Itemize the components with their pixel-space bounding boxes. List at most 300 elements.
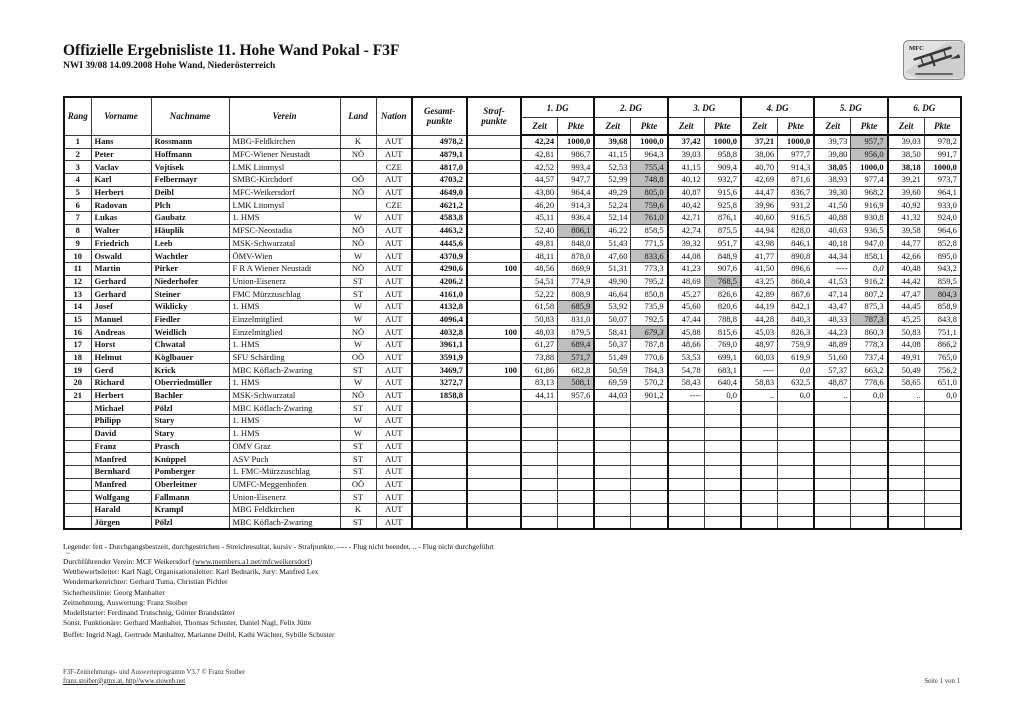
result-row xyxy=(64,326,961,339)
cell-dg1-zeit: 83,13 xyxy=(521,377,558,390)
cell-nation: AUT xyxy=(376,402,412,415)
page-title: Offizielle Ergebnisliste 11. Hohe Wand Pokal - F3F xyxy=(63,42,400,59)
cell-club: MBC Köflach-Zwaring xyxy=(229,402,340,415)
cell-dg6-zeit: 42,66 xyxy=(888,250,925,263)
cell-dg6-zeit: 45,25 xyxy=(888,313,925,326)
cell-dg3-pkte xyxy=(704,453,741,466)
cell-total: 4621,2 xyxy=(412,199,467,212)
cell-lastname: Leeb xyxy=(151,237,229,250)
cell-lastname: Hoffmann xyxy=(151,148,229,161)
cell-penalty xyxy=(467,516,521,529)
cell-dg3-zeit: 58,43 xyxy=(668,377,705,390)
cell-penalty xyxy=(467,148,521,161)
cell-dg1-zeit xyxy=(521,427,558,440)
cell-dg5-zeit: 44,34 xyxy=(814,250,851,263)
cell-total xyxy=(412,440,467,453)
cell-total xyxy=(412,503,467,516)
cell-dg5-pkte: 860,3 xyxy=(851,326,888,339)
officials-line: Sicherheitslinie: Georg Manhalter xyxy=(63,587,165,597)
result-row xyxy=(64,275,961,288)
cell-firstname: Martin xyxy=(91,262,151,275)
cell-dg6-zeit: 47,47 xyxy=(888,288,925,301)
cell-dg6-pkte: 804,3 xyxy=(924,288,961,301)
cell-total: 4583,8 xyxy=(412,212,467,225)
cell-nation: AUT xyxy=(376,503,412,516)
cell-dg3-pkte: 875,5 xyxy=(704,224,741,237)
cell-dg2-pkte: 901,2 xyxy=(631,389,668,402)
cell-dg2-pkte: 795,2 xyxy=(631,275,668,288)
cell-rank: 9 xyxy=(64,237,91,250)
cell-penalty xyxy=(467,389,521,402)
cell-dg5-pkte xyxy=(851,478,888,491)
result-row xyxy=(64,212,961,225)
cell-dg6-pkte xyxy=(924,427,961,440)
cell-land: OÖ xyxy=(340,478,376,491)
cell-total xyxy=(412,478,467,491)
cell-dg6-zeit: 39,21 xyxy=(888,174,925,187)
cell-dg3-pkte: 815,6 xyxy=(704,326,741,339)
cell-dg4-pkte: 828,0 xyxy=(778,224,815,237)
cell-dg5-zeit xyxy=(814,503,851,516)
cell-dg3-pkte: 932,7 xyxy=(704,174,741,187)
cell-dg6-zeit: 38,50 xyxy=(888,148,925,161)
cell-dg5-pkte: 778,6 xyxy=(851,377,888,390)
cell-dg5-pkte xyxy=(851,516,888,529)
cell-dg5-zeit: 39,80 xyxy=(814,148,851,161)
cell-dg6-pkte: 973,7 xyxy=(924,174,961,187)
cell-dg3-pkte: 0,0 xyxy=(704,389,741,402)
result-row xyxy=(64,389,961,402)
cell-dg4-pkte xyxy=(778,415,815,428)
cell-dg4-pkte: 1000,0 xyxy=(778,135,815,148)
cell-dg3-pkte: 1000,0 xyxy=(704,135,741,148)
cell-rank: 8 xyxy=(64,224,91,237)
cell-dg1-pkte: 879,5 xyxy=(558,326,595,339)
cell-dg1-pkte: 986,7 xyxy=(558,148,595,161)
cell-club: Einzelmitglied xyxy=(229,313,340,326)
cell-dg6-pkte: 859,5 xyxy=(924,275,961,288)
cell-dg3-zeit: 45,27 xyxy=(668,288,705,301)
cell-dg1-zeit: 42,52 xyxy=(521,161,558,174)
cell-dg2-zeit xyxy=(594,465,631,478)
cell-rank xyxy=(64,516,91,529)
cell-penalty xyxy=(467,491,521,504)
result-row xyxy=(64,224,961,237)
cell-rank xyxy=(64,478,91,491)
legend-text: Legende: fett - Durchgangsbestzeit, durchgestrichen - Streichresultat, kursiv - Strafpunkte, ---- - Flug nicht beendet, .. - Flug nicht durchgeführt xyxy=(63,542,494,551)
cell-dg6-zeit: .. xyxy=(888,389,925,402)
result-row xyxy=(64,313,961,326)
cell-dg2-zeit: 53,92 xyxy=(594,300,631,313)
cell-nation: AUT xyxy=(376,212,412,225)
cell-dg5-zeit: 44,23 xyxy=(814,326,851,339)
cell-dg1-pkte xyxy=(558,453,595,466)
cell-dg1-zeit: 48,56 xyxy=(521,262,558,275)
cell-dg5-zeit xyxy=(814,440,851,453)
cell-dg4-zeit xyxy=(741,503,778,516)
cell-dg3-pkte: 925,8 xyxy=(704,199,741,212)
officials-line: Sonst. Funktionäre: Gerhard Manhalter, Thomas Schuster, Daniel Nagl, Felix Jütte xyxy=(63,618,312,628)
cell-firstname: Gerd xyxy=(91,364,151,377)
cell-dg1-zeit xyxy=(521,516,558,529)
cell-dg2-zeit: 50,59 xyxy=(594,364,631,377)
cell-dg4-pkte xyxy=(778,427,815,440)
cell-lastname: Fiedler xyxy=(151,313,229,326)
cell-rank: 18 xyxy=(64,351,91,364)
cell-total: 4463,2 xyxy=(412,224,467,237)
cell-dg5-pkte: 968,2 xyxy=(851,186,888,199)
cell-dg1-pkte: 914,3 xyxy=(558,199,595,212)
cell-dg1-zeit: 44,11 xyxy=(521,389,558,402)
cell-dg2-pkte xyxy=(631,453,668,466)
cell-dg4-zeit: ---- xyxy=(741,364,778,377)
cell-dg2-zeit: 47,60 xyxy=(594,250,631,263)
cell-dg2-zeit: 50,07 xyxy=(594,313,631,326)
cell-rank: 16 xyxy=(64,326,91,339)
cell-firstname: Peter xyxy=(91,148,151,161)
cell-penalty xyxy=(467,339,521,352)
cell-dg4-zeit: 60,03 xyxy=(741,351,778,364)
cell-firstname: Harald xyxy=(91,503,151,516)
cell-dg5-zeit: 40,88 xyxy=(814,212,851,225)
cell-dg2-zeit: 50,37 xyxy=(594,339,631,352)
cell-dg5-pkte: 957,7 xyxy=(851,135,888,148)
cell-club: Union-Eisenerz xyxy=(229,275,340,288)
cell-dg4-zeit: 44,28 xyxy=(741,313,778,326)
cell-dg3-zeit: 40,42 xyxy=(668,199,705,212)
result-row xyxy=(64,300,961,313)
cell-club: SFU Schärding xyxy=(229,351,340,364)
cell-dg3-zeit xyxy=(668,427,705,440)
cell-firstname: Hans xyxy=(91,135,151,148)
cell-dg4-pkte: 632,5 xyxy=(778,377,815,390)
cell-dg3-zeit: 48,66 xyxy=(668,339,705,352)
cell-firstname: Oswald xyxy=(91,250,151,263)
footer-contact-link[interactable]: franz.stoiber@gmx.at, http//www.stoweb.net xyxy=(63,677,186,685)
cell-dg1-zeit: 61,27 xyxy=(521,339,558,352)
cell-firstname: Josef xyxy=(91,300,151,313)
header-dg-group-1: 1. DG xyxy=(521,97,594,118)
cell-firstname: Vaclav xyxy=(91,161,151,174)
header-straf-line1: Straf- xyxy=(483,106,505,117)
cell-dg4-pkte: 759,9 xyxy=(778,339,815,352)
cell-dg4-pkte: 0,0 xyxy=(778,389,815,402)
cell-dg4-pkte: 931,2 xyxy=(778,199,815,212)
cell-penalty xyxy=(467,186,521,199)
cell-lastname: Gaubatz xyxy=(151,212,229,225)
cell-firstname: Horst xyxy=(91,339,151,352)
cell-nation: AUT xyxy=(376,364,412,377)
cell-dg3-pkte: 951,7 xyxy=(704,237,741,250)
header-col-land: Land xyxy=(340,97,376,135)
cell-dg4-zeit: 43,25 xyxy=(741,275,778,288)
cell-dg3-zeit: 40,87 xyxy=(668,186,705,199)
cell-dg1-pkte xyxy=(558,402,595,415)
cell-dg6-zeit: 40,48 xyxy=(888,262,925,275)
cell-rank: 21 xyxy=(64,389,91,402)
cell-dg3-pkte xyxy=(704,415,741,428)
cell-dg1-pkte xyxy=(558,415,595,428)
cell-total: 4096,4 xyxy=(412,313,467,326)
cell-dg6-pkte xyxy=(924,516,961,529)
cell-dg1-pkte: 682,8 xyxy=(558,364,595,377)
cell-total: 3961,1 xyxy=(412,339,467,352)
header-pkte-4: Pkte xyxy=(778,118,815,136)
cell-dg5-pkte: 956,0 xyxy=(851,148,888,161)
cell-dg3-pkte: 769,0 xyxy=(704,339,741,352)
officials-line: Zeitnehmung, Auswertung: Franz Stoiber xyxy=(63,597,188,607)
result-row xyxy=(64,478,961,491)
cell-dg3-zeit xyxy=(668,440,705,453)
header-pkte-3: Pkte xyxy=(704,118,741,136)
cell-dg4-pkte xyxy=(778,478,815,491)
cell-dg1-zeit: 61,58 xyxy=(521,300,558,313)
cell-dg5-pkte xyxy=(851,491,888,504)
officials-club-prefix: Durchführender Verein: MCF Weikersdorf ( xyxy=(63,557,196,566)
cell-dg6-pkte: 924,0 xyxy=(924,212,961,225)
cell-dg3-pkte: 768,5 xyxy=(704,275,741,288)
cell-dg6-pkte: 1000,0 xyxy=(924,161,961,174)
cell-land: ST xyxy=(340,275,376,288)
result-row xyxy=(64,440,961,453)
cell-firstname: Radovan xyxy=(91,199,151,212)
cell-lastname: Steiner xyxy=(151,288,229,301)
cell-penalty xyxy=(467,351,521,364)
cell-dg4-zeit xyxy=(741,478,778,491)
cell-dg2-zeit: 52,53 xyxy=(594,161,631,174)
cell-club: 1. HMS xyxy=(229,339,340,352)
cell-dg3-pkte: 915,6 xyxy=(704,186,741,199)
header-straf-line2: punkte xyxy=(481,116,507,127)
cell-dg1-pkte xyxy=(558,427,595,440)
cell-club: 1. FMC-Mürzzuschlag xyxy=(229,465,340,478)
cell-dg2-zeit xyxy=(594,415,631,428)
cell-dg3-pkte xyxy=(704,478,741,491)
cell-total xyxy=(412,415,467,428)
cell-dg4-pkte xyxy=(778,516,815,529)
cell-dg6-pkte xyxy=(924,415,961,428)
cell-lastname: Krampl xyxy=(151,503,229,516)
cell-land: ST xyxy=(340,465,376,478)
cell-dg5-zeit: 48,89 xyxy=(814,339,851,352)
result-row xyxy=(64,364,961,377)
cell-dg5-zeit xyxy=(814,453,851,466)
cell-dg6-zeit xyxy=(888,402,925,415)
cell-dg2-zeit: 58,41 xyxy=(594,326,631,339)
cell-land: W xyxy=(340,339,376,352)
cell-nation: AUT xyxy=(376,339,412,352)
cell-dg4-zeit xyxy=(741,427,778,440)
cell-club: 1. HMS xyxy=(229,377,340,390)
cell-club: MFC-Weikersdorf xyxy=(229,186,340,199)
cell-dg3-pkte: 820,6 xyxy=(704,300,741,313)
cell-dg4-pkte: 977,7 xyxy=(778,148,815,161)
cell-dg5-zeit: 51,60 xyxy=(814,351,851,364)
cell-firstname: Michael xyxy=(91,402,151,415)
cell-rank: 3 xyxy=(64,161,91,174)
result-row xyxy=(64,186,961,199)
cell-dg4-pkte: 846,1 xyxy=(778,237,815,250)
cell-land: ST xyxy=(340,440,376,453)
cell-dg2-pkte: 805,0 xyxy=(631,186,668,199)
cell-dg2-zeit: 41,15 xyxy=(594,148,631,161)
cell-total: 4370,9 xyxy=(412,250,467,263)
header-pkte-2: Pkte xyxy=(631,118,668,136)
cell-penalty xyxy=(467,478,521,491)
cell-club: MBG-Feldkirchen xyxy=(229,135,340,148)
cell-dg2-pkte: 761,0 xyxy=(631,212,668,225)
cell-dg5-zeit: 39,73 xyxy=(814,135,851,148)
cell-dg3-pkte xyxy=(704,465,741,478)
cell-club: MFSC-Neostadia xyxy=(229,224,340,237)
cell-dg4-zeit: 48,97 xyxy=(741,339,778,352)
cell-total xyxy=(412,427,467,440)
cell-dg4-zeit: 44,94 xyxy=(741,224,778,237)
cell-dg6-pkte xyxy=(924,503,961,516)
cell-dg3-pkte: 848,9 xyxy=(704,250,741,263)
cell-rank xyxy=(64,427,91,440)
header-dg-group-2: 2. DG xyxy=(594,97,667,118)
cell-land xyxy=(340,161,376,174)
cell-nation: AUT xyxy=(376,300,412,313)
cell-dg5-zeit: 48,33 xyxy=(814,313,851,326)
officials-line: Modellstarter: Ferdinand Trutschnig, Günter Brandstätter xyxy=(63,608,235,618)
cell-nation: AUT xyxy=(376,148,412,161)
cell-rank: 10 xyxy=(64,250,91,263)
cell-dg2-pkte: 964,3 xyxy=(631,148,668,161)
cell-dg5-pkte: 916,2 xyxy=(851,275,888,288)
cell-dg1-zeit: 42,81 xyxy=(521,148,558,161)
cell-dg2-zeit: 51,43 xyxy=(594,237,631,250)
cell-firstname: Richard xyxy=(91,377,151,390)
result-row xyxy=(64,161,961,174)
header-dg-group-4: 4. DG xyxy=(741,97,814,118)
cell-dg2-pkte: 1000,0 xyxy=(631,135,668,148)
cell-dg1-pkte: 806,1 xyxy=(558,224,595,237)
cell-dg6-zeit xyxy=(888,453,925,466)
cell-lastname: Stary xyxy=(151,415,229,428)
cell-dg3-zeit: 45,60 xyxy=(668,300,705,313)
cell-dg2-zeit xyxy=(594,516,631,529)
header-col-gesamtpunkte xyxy=(412,97,467,135)
cell-dg3-zeit: 39,32 xyxy=(668,237,705,250)
cell-dg4-pkte: 914,3 xyxy=(778,161,815,174)
cell-dg6-zeit xyxy=(888,503,925,516)
cell-lastname: Häuplik xyxy=(151,224,229,237)
cell-land: OÖ xyxy=(340,174,376,187)
cell-dg6-pkte: 751,1 xyxy=(924,326,961,339)
club-website-link[interactable]: www.members.a1.net/mfcweikersdorf xyxy=(195,557,310,566)
cell-nation: AUT xyxy=(376,275,412,288)
cell-dg4-zeit: 58,83 xyxy=(741,377,778,390)
cell-dg1-zeit: 61,86 xyxy=(521,364,558,377)
cell-dg6-pkte xyxy=(924,478,961,491)
cell-dg6-pkte: 765,0 xyxy=(924,351,961,364)
results-table xyxy=(63,96,962,530)
result-row xyxy=(64,427,961,440)
cell-dg4-zeit xyxy=(741,453,778,466)
cell-dg1-pkte: 571,7 xyxy=(558,351,595,364)
cell-land: OÖ xyxy=(340,351,376,364)
cell-nation: AUT xyxy=(376,262,412,275)
cell-dg1-pkte xyxy=(558,491,595,504)
cell-dg5-pkte: 947,0 xyxy=(851,237,888,250)
cell-total: 3591,9 xyxy=(412,351,467,364)
cell-penalty xyxy=(467,288,521,301)
cell-rank xyxy=(64,402,91,415)
cell-dg6-zeit xyxy=(888,415,925,428)
cell-club: MBC Köflach-Zwaring xyxy=(229,364,340,377)
cell-dg3-pkte xyxy=(704,427,741,440)
cell-dg2-pkte xyxy=(631,427,668,440)
cell-penalty xyxy=(467,224,521,237)
cell-lastname: Felbermayr xyxy=(151,174,229,187)
cell-lastname: Knüppel xyxy=(151,453,229,466)
cell-dg3-zeit xyxy=(668,503,705,516)
cell-dg2-pkte: 770,6 xyxy=(631,351,668,364)
cell-lastname: Stary xyxy=(151,427,229,440)
cell-land: NÖ xyxy=(340,237,376,250)
cell-penalty: 100 xyxy=(467,326,521,339)
cell-dg1-zeit xyxy=(521,503,558,516)
cell-dg2-pkte: 570,2 xyxy=(631,377,668,390)
cell-dg2-pkte: 679,3 xyxy=(631,326,668,339)
cell-penalty xyxy=(467,174,521,187)
cell-dg5-zeit: 38,05 xyxy=(814,161,851,174)
cell-rank xyxy=(64,440,91,453)
cell-dg6-pkte xyxy=(924,465,961,478)
cell-dg3-zeit xyxy=(668,478,705,491)
cell-firstname: Karl xyxy=(91,174,151,187)
cell-dg5-pkte: 875,3 xyxy=(851,300,888,313)
cell-dg5-zeit: .. xyxy=(814,389,851,402)
cell-dg2-pkte: 787,8 xyxy=(631,339,668,352)
cell-lastname: Bachler xyxy=(151,389,229,402)
cell-dg1-zeit: 52,40 xyxy=(521,224,558,237)
cell-dg2-pkte xyxy=(631,503,668,516)
cell-penalty xyxy=(467,212,521,225)
cell-dg1-pkte: 508,1 xyxy=(558,377,595,390)
cell-nation: CZE xyxy=(376,199,412,212)
cell-club: MFC-Wiener Neustadt xyxy=(229,148,340,161)
cell-dg5-pkte: 807,2 xyxy=(851,288,888,301)
cell-lastname: Pölzl xyxy=(151,402,229,415)
cell-dg1-zeit xyxy=(521,415,558,428)
cell-dg3-zeit: 53,53 xyxy=(668,351,705,364)
cell-dg1-zeit: 42,24 xyxy=(521,135,558,148)
cell-dg2-pkte xyxy=(631,478,668,491)
cell-firstname: David xyxy=(91,427,151,440)
cell-dg1-zeit: 48,03 xyxy=(521,326,558,339)
cell-dg1-pkte xyxy=(558,478,595,491)
cell-dg6-pkte: 852,8 xyxy=(924,237,961,250)
cell-dg5-pkte xyxy=(851,465,888,478)
cell-dg1-zeit xyxy=(521,440,558,453)
cell-club: ÖMV-Wien xyxy=(229,250,340,263)
cell-club: 1. HMS xyxy=(229,300,340,313)
cell-dg6-zeit: 50,49 xyxy=(888,364,925,377)
cell-dg3-zeit: 45,88 xyxy=(668,326,705,339)
cell-land: NÖ xyxy=(340,326,376,339)
cell-dg6-pkte: 943,2 xyxy=(924,262,961,275)
cell-dg5-pkte: 930,8 xyxy=(851,212,888,225)
cell-land: W xyxy=(340,300,376,313)
cell-lastname: Deibl xyxy=(151,186,229,199)
cell-dg3-zeit: 40,12 xyxy=(668,174,705,187)
cell-total: 4703,2 xyxy=(412,174,467,187)
header-col-nation: Nation xyxy=(376,97,412,135)
cell-club: Union-Eisenerz xyxy=(229,491,340,504)
